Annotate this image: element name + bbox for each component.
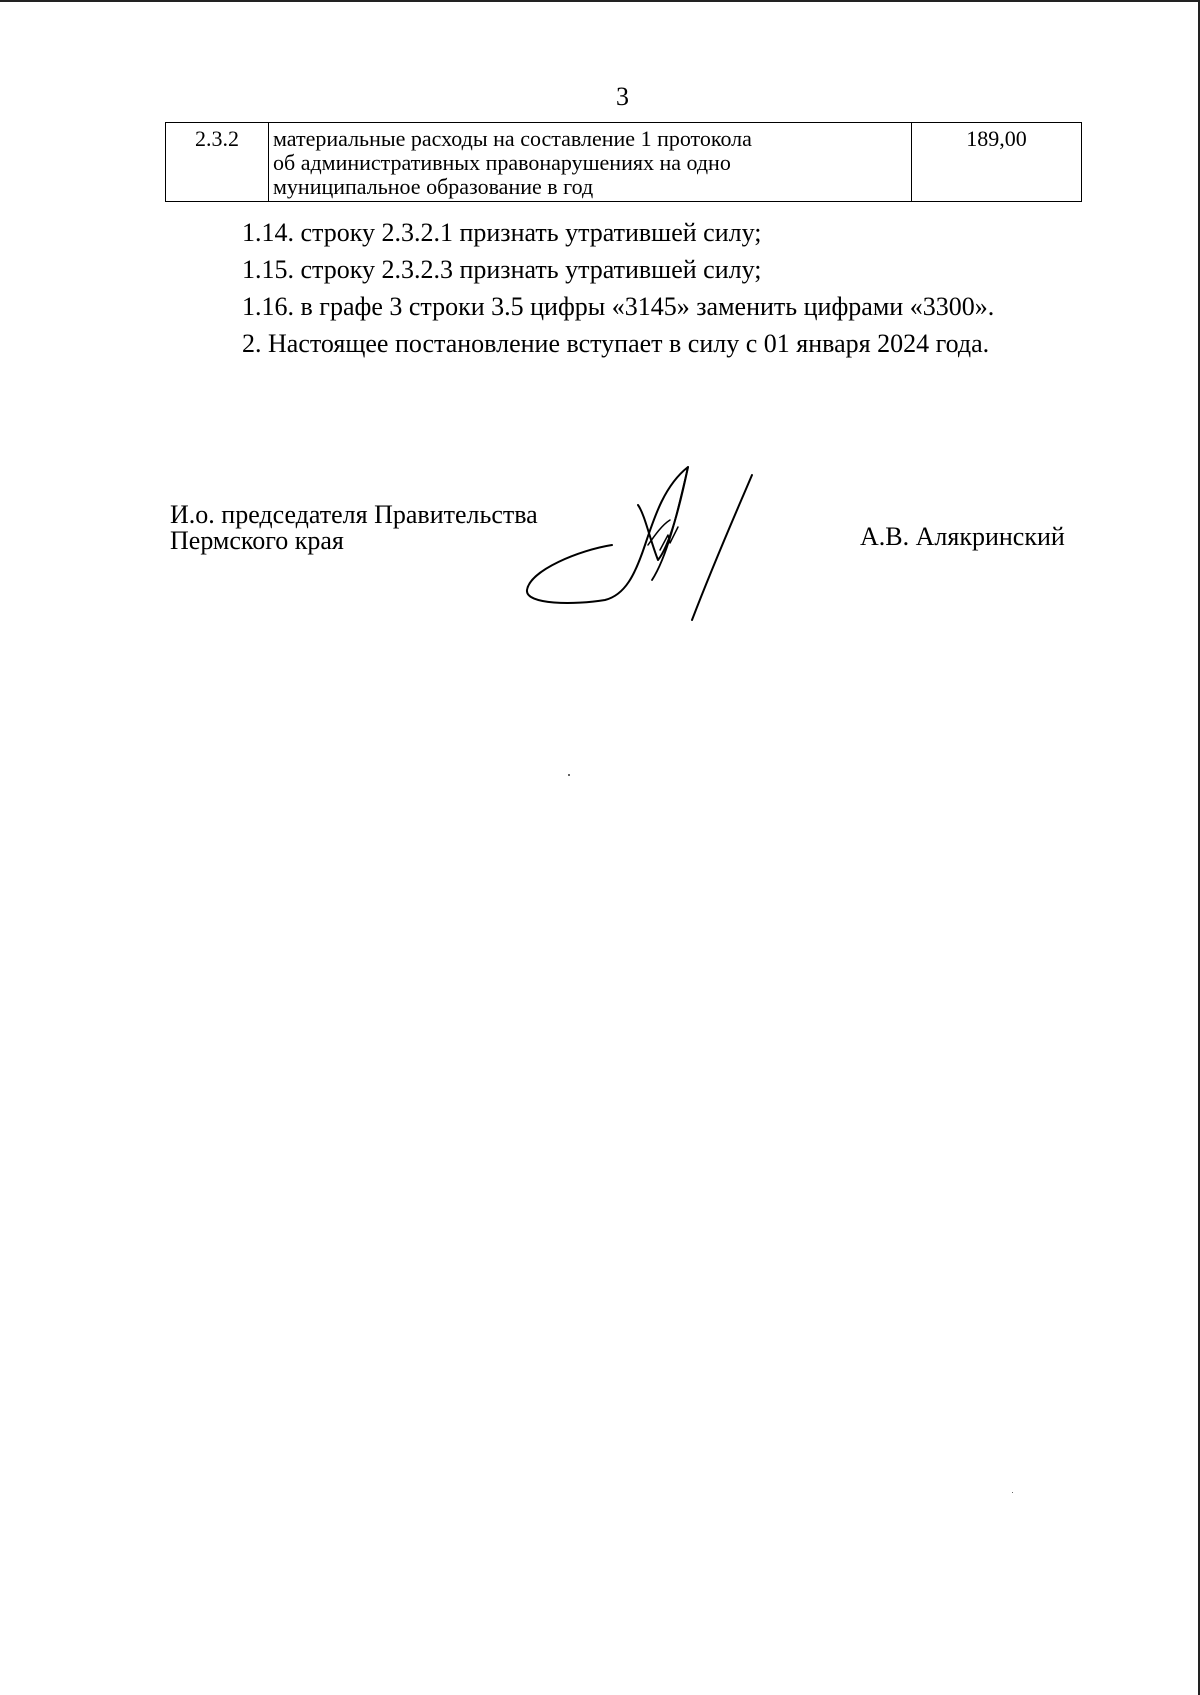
signature-stroke-loop <box>648 520 670 545</box>
handwritten-signature <box>520 465 760 625</box>
page-edge-top <box>0 0 1200 2</box>
row-number-cell: 2.3.2 <box>166 123 269 202</box>
description-line: муниципальное образование в год <box>273 174 594 199</box>
signature-stroke-long <box>692 475 752 620</box>
paragraph-2: 2. Настоящее постановление вступает в силу с 01 января 2024 года. <box>242 329 990 358</box>
signatory-title-line-1: И.о. председателя Правительства <box>170 500 538 529</box>
signatory-title-line-2: Пермского края <box>170 526 344 555</box>
paragraph-1-16: 1.16. в графе 3 строки 3.5 цифры «3145» заменить цифрами «3300». <box>242 292 995 321</box>
page-number: 3 <box>616 82 629 111</box>
signature-stroke-main <box>527 467 688 603</box>
paragraph-1-15: 1.15. строку 2.3.2.3 признать утратившей силу; <box>242 255 762 284</box>
paragraph-1-14: 1.14. строку 2.3.2.1 признать утратившей силу; <box>242 218 762 247</box>
description-line: об административных правонарушениях на одно <box>273 150 731 175</box>
row-description-cell <box>269 123 912 202</box>
signatory-title <box>170 502 538 554</box>
description-line: материальные расходы на составление 1 протокола <box>273 126 752 151</box>
row-value-cell: 189,00 <box>912 123 1082 202</box>
signature-stroke-zigzag <box>660 527 678 550</box>
scan-speck <box>1012 1492 1013 1493</box>
scan-speck <box>568 774 570 776</box>
table-row <box>166 123 1082 202</box>
signatory-name: А.В. Алякринский <box>860 522 1065 551</box>
signature-stroke-inner <box>652 467 688 580</box>
amendment-table <box>165 122 1082 202</box>
